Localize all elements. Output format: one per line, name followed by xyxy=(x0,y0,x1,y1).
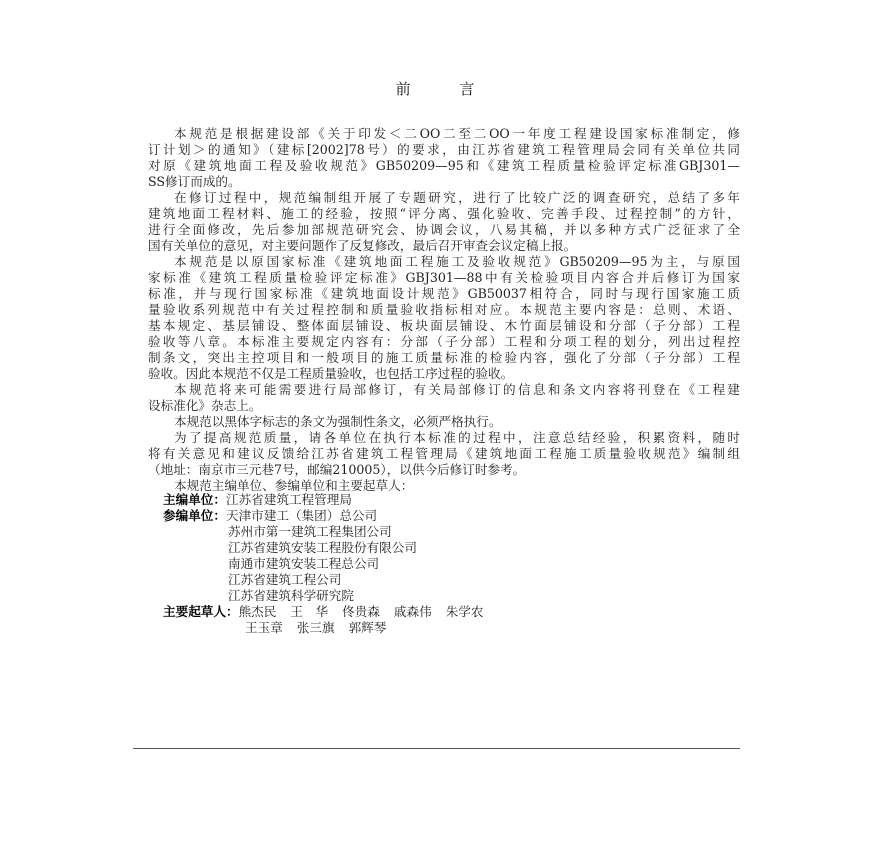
paragraph-line: 标准，并与现行国家标准《建筑地面设计规范》GB50037相符合，同时与现行国家施工质 xyxy=(148,286,740,301)
paragraph-line: 本规范以黑体字标志的条文为强制性条文，必须严格执行。 xyxy=(174,414,502,429)
paragraph-line: 为了提高规范质量，请各单位在执行本标准的过程中，注意总结经验，积累资料，随时 xyxy=(174,430,740,445)
paragraph-line: 验收等八章。本标准主要规定内容有：分部（子分部）工程和分项工程的划分，列出过程控 xyxy=(148,334,740,349)
drafter: 佟贵森 xyxy=(342,604,380,619)
paragraph-line: 对原《建筑地面工程及验收规范》GB50209—95和《建筑工程质量检验评定标准GBJ301— xyxy=(148,158,740,173)
drafter: 戚森伟 xyxy=(393,604,432,619)
drafter: 郭辉琴 xyxy=(348,620,387,635)
paragraph-line: 本规范主编单位、参编单位和主要起草人： xyxy=(174,478,414,493)
paragraph-line: 在修订过程中，规范编制组开展了专题研究，进行了比较广泛的调查研究，总结了多年 xyxy=(174,190,740,205)
paragraph-line: 进行全面修改，先后参加部规范研究会、协调会议，八易其稿，并以多种方式广泛征求了全 xyxy=(148,222,740,237)
paragraph-line: 验收。因此本规范不仅是工程质量验收，也包括工序过程的验收。 xyxy=(148,366,514,381)
page-title: 前 言 xyxy=(395,80,497,98)
drafters-label: 主要起草人： xyxy=(163,604,239,619)
participant: 江苏省建筑安装工程股份有限公司 xyxy=(228,540,417,555)
participant: 江苏省建筑科学研究院 xyxy=(228,588,354,603)
participant: 天津市建工（集团）总公司 xyxy=(225,508,378,523)
paragraph-line: （地址：南京市三元巷7号，邮编210005），以供今后修订时参考。 xyxy=(148,462,526,477)
preface-body xyxy=(148,126,740,494)
drafter: 朱学农 xyxy=(445,604,484,619)
chief-editor-row xyxy=(163,492,497,508)
paragraph-line: 将有关意见和建议反馈给江苏省建筑工程管理局《建筑地面工程施工质量验收规范》编制组 xyxy=(148,446,740,461)
drafters-row-2 xyxy=(163,620,497,636)
paragraph-line: 量验收系列规范中有关过程控制和质量验收指标相对应。本规范主要内容是：总则、术语、 xyxy=(148,302,740,317)
drafters-row xyxy=(163,604,497,620)
paragraph-line: 家标准《建筑工程质量检验评定标准》GBJ301—88中有关检验项目内容合并后修订为国家 xyxy=(148,270,740,285)
credits xyxy=(163,492,497,636)
paragraph-line: 本规范将来可能需要进行局部修订，有关局部修订的信息和条文内容将刊登在《工程建 xyxy=(174,382,740,397)
participants-label: 参编单位： xyxy=(163,508,226,523)
paragraph-line: 本规范是以原国家标准《建筑地面工程施工及验收规范》GB50209—95为主，与原国 xyxy=(174,254,740,269)
paragraph-line: 基本规定、基层铺设、整体面层铺设、板块面层铺设、木竹面层铺设和分部（子分部）工程 xyxy=(148,318,740,333)
paragraph-line: 本规范是根据建设部《关于印发＜二OO二至二OO一年度工程建设国家标准制定，修 xyxy=(174,126,740,141)
footer-rule xyxy=(133,748,740,749)
participant: 苏州市第一建筑工程集团公司 xyxy=(228,524,392,539)
drafter: 张三旗 xyxy=(296,620,335,635)
chief-editor-label: 主编单位： xyxy=(163,492,226,507)
drafter: 王 华 xyxy=(290,604,329,619)
paragraph-line: SS修订而成的。 xyxy=(148,174,241,189)
drafter: 王玉章 xyxy=(245,620,283,635)
paragraph-line: 国有关单位的意见，对主要问题作了反复修改，最后召开审查会议定稿上报。 xyxy=(148,238,577,253)
participant: 江苏省建筑工程公司 xyxy=(228,572,342,587)
paragraph-line: 制条文，突出主控项目和一般项目的施工质量标准的检验内容，强化了分部（子分部）工程 xyxy=(148,350,740,365)
paragraph-line: 设标准化》杂志上。 xyxy=(148,398,262,413)
drafter: 熊杰民 xyxy=(238,604,277,619)
participant: 南通市建筑安装工程总公司 xyxy=(228,556,380,571)
paragraph-line: 建筑地面工程材料、施工的经验，按照“评分离、强化验收、完善手段、过程控制”的方针， xyxy=(148,206,740,221)
participants-row xyxy=(163,508,497,524)
chief-editor: 江苏省建筑工程管理局 xyxy=(225,492,352,507)
paragraph-line: 订计划＞的通知》（建标[2002]78号）的要求，由江苏省建筑工程管理局会同有关单位共同 xyxy=(148,142,740,157)
